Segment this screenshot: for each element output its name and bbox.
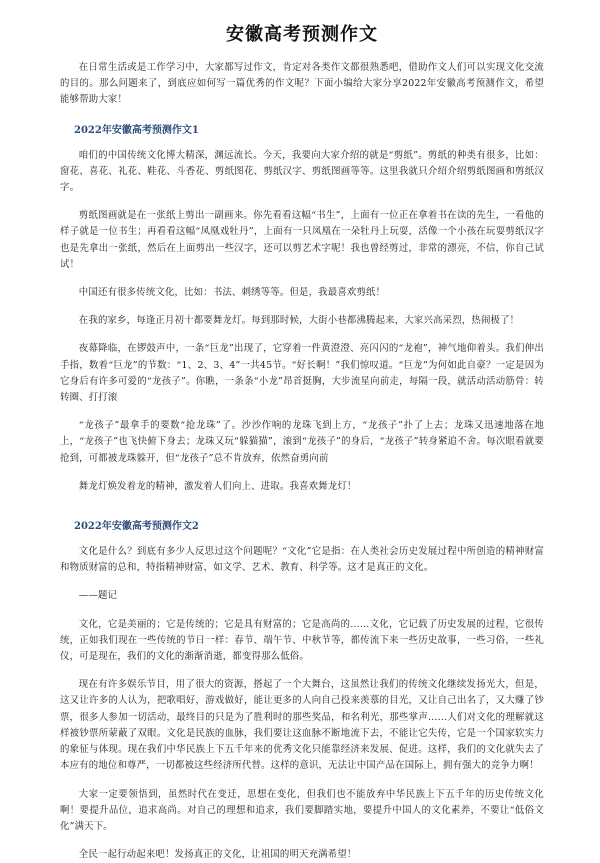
paragraph: 现在有许多娱乐节目，用了很大的资源，搭起了一个大舞台，这虽然让我们的传统文化继续发扬光大，但是，这又让许多的人认为，把歌唱好，游戏做好，能让更多的人向自己投来羡慕的目光，又让自己出名了，又大赚了钞票，很多人参加一切活动，最终目的只是为了胜利时的那些奖品，和名利光，那些掌声……人们对文化的理解就这样被钞票所蒙蔽了双眼。文化是民族的血脉，我们要让这血脉不断地流下去，不能让它失传，它是一个国家软实力的象征与体现。现在我们中华民族上下五千年来的优秀文化只能靠经济来发展、促进。这样，我们的文化就失去了本应有的地位和尊严，一切都被这些经济所代替。这样的意识，无法让中国产品在国际上，拥有强大的竞争力啊！	[60, 679, 544, 772]
paragraph: 剪纸图画就是在一张纸上剪出一副画来。你先看看这幅“书生”，上面有一位正在拿着书在读的先生，一看他的样子就是一位书生；再看看这幅“凤凰戏牡丹”，上面有一只凤凰在一朵牡丹上玩耍，活像一个小孩在玩耍剪纸汉字也是先拿出一张纸，然后在上面剪出一些汉字，还可以剪艺术字呢！我也曾经剪过，非常的漂亮，不信，你自己试试！	[60, 210, 544, 270]
paragraph: 全民一起行动起来吧！发扬真正的文化，让祖国的明天充满希望！	[78, 849, 357, 861]
section-heading: 2022年安徽高考预测作文1	[74, 124, 199, 136]
paragraph: “龙孩子”最拿手的要数“抢龙珠”了。沙沙作响的龙珠飞到上方，“龙孩子”扑了上去；龙珠又迅速地落在地上，“龙孩子”也飞快俯下身去；龙珠又玩“躲猫猫”，滚到“龙孩子”的身后，“龙孩子”转身紧追不舍。每次眼看就要抢到，可都被龙珠躲开，但“龙孩子”总不肯放弃，依然奋勇向前	[60, 420, 544, 464]
paragraph: 在我的家乡，每逢正月初十都要舞龙灯。每到那时候，大街小巷都沸腾起来，大家兴高采烈，热闹极了！	[78, 315, 520, 327]
essay-section-2	[60, 517, 544, 863]
intro-paragraph: 在日常生活或是工作学习中，大家都写过作文，肯定对各类作文都很熟悉吧，借助作文人们可以实现文化交流的目的。那么问题来了，到底应如何写一篇优秀的作文呢？下面小编给大家分享2022年安徽高考预测作文，希望能够帮助大家！	[60, 62, 544, 106]
paragraph: 咱们的中国传统文化博大精深，渊远流长。今天，我要向大家介绍的就是“剪纸”。剪纸的种类有很多，比如：窗花、喜花、礼花、鞋花、斗香花、剪纸图花、剪纸汉字、剪纸图画等等。这里我就只介绍介绍剪纸图画和剪纸汉字。	[60, 149, 544, 194]
paragraph: 中国还有很多传统文化，比如：书法、刺绣等等。但是，我最喜欢剪纸！	[78, 287, 386, 299]
paragraph: 大家一定要领悟到，虽然时代在变迁，思想在变化，但我们也不能放弃中华民族上下五千年的历史传统文化啊！要提升品位，追求高尚。对自己的理想和追求，我们要脚踏实地，要提升中国人的文化素养，不要让“低俗文化”满天下。	[60, 788, 544, 832]
paragraph: 夜幕降临，在锣鼓声中，一条“巨龙”出现了，它穿着一件黄澄澄、亮闪闪的“龙袍”，神气地仰着头。我们伸出手指，数着“巨龙”的节数：“1、2、3、4”一共45节。“好长啊！”我们惊叹道。“巨龙”为何如此自豪？一定是因为它身后有许多可爱的“龙孩子”。你瞧，一条条“小龙”昂首挺胸，大步流星向前走，每隔一段，就活动活动筋骨：转转圈、打打滚	[60, 343, 544, 404]
essay-section-1	[60, 121, 544, 495]
page-title: 安徽高考预测作文	[226, 24, 378, 45]
paragraph: 文化，它是美丽的；它是传统的；它是具有财富的；它是高尚的……文化，它记载了历史发展的过程，它很传统，正如我们现在一些传统的节日一样：春节、端午节、中秋节等，都传流下来一些历史故事，一些习俗，一些礼仪，可是现在，我们的文化的渐渐消逝，都变得那么低俗。	[60, 618, 544, 663]
section-heading: 2022年安徽高考预测作文2	[74, 521, 199, 533]
epigraph-signature: ——题记	[78, 590, 118, 602]
intro-block	[60, 60, 544, 109]
paragraph: 文化是什么？到底有多少人反思过这个问题呢？“文化”它是指：在人类社会历史发展过程中所创造的精神财富和物质财富的总和，特指精神财富，如文学、艺术、教育、科学等。这才是真正的文化。	[60, 546, 544, 574]
paragraph: 舞龙灯焕发着龙的精神，激发着人们向上、进取。我喜欢舞龙灯！	[78, 480, 357, 492]
